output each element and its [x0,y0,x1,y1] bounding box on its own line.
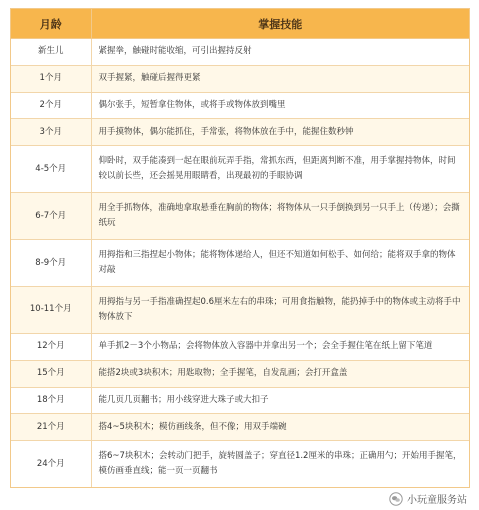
age-cell: 2个月 [11,92,91,119]
watermark-text: 小玩童服务站 [407,495,467,506]
age-cell: 10-11个月 [11,287,91,334]
skill-column-header: 掌握技能 [91,9,469,39]
table-row [11,65,469,92]
skill-cell: 用手摸物体，偶尔能抓住，手常张，将物体放在手中，能握住数秒钟 [91,119,469,146]
age-cell: 24个月 [11,441,91,487]
skill-cell: 紧握拳，触碰时能收缩，可引出握持反射 [91,39,469,66]
skill-cell: 双手握紧，触碰后握得更紧 [91,65,469,92]
skill-cell: 能几页几页翻书；用小线穿进大珠子或大扣子 [91,387,469,414]
table-row [11,414,469,441]
age-cell: 12个月 [11,333,91,360]
wechat-icon [389,492,403,506]
table-header-row [11,9,469,39]
table-row [11,240,469,287]
watermark [389,491,467,506]
age-cell: 1个月 [11,65,91,92]
age-cell: 18个月 [11,387,91,414]
age-column-header: 月龄 [11,9,91,39]
age-cell: 15个月 [11,360,91,387]
skill-cell: 仰卧时，双手能凑到一起在眼前玩弄手指，常抓东西，但距离判断不准，用手掌握持物体，时间较以前长些，还会摇晃用眼睛看，出现最初的手眼协调 [91,146,469,193]
table-row [11,119,469,146]
table-row [11,146,469,193]
skill-cell: 用拇指与另一手指准确捏起0.6厘米左右的串珠；可用食指触物，能扔掉手中的物体或主动将手中物体放下 [91,287,469,334]
table-row [11,287,469,334]
table-row [11,441,469,487]
skills-table-container [10,8,470,488]
table-row [11,360,469,387]
skill-cell: 用全手抓物体，准确地拿取悬垂在胸前的物体；将物体从一只手倒换到另一只手上（传递）；会撕纸玩 [91,193,469,240]
age-cell: 8-9个月 [11,240,91,287]
table-row [11,387,469,414]
table-row [11,39,469,66]
skill-cell: 搭6~7块积木；会转动门把手，旋转圆盖子；穿直径1.2厘米的串珠；正确用勺；开始用手握笔，模仿画垂直线；能一页一页翻书 [91,441,469,487]
table-row [11,333,469,360]
skill-cell: 用拇指和三指捏起小物体；能将物体递给人，但还不知道如何松手、如何给；能将双手拿的物体对敲 [91,240,469,287]
age-cell: 4-5个月 [11,146,91,193]
skill-cell: 搭4~5块积木；模仿画线条，但不像；用双手端碗 [91,414,469,441]
age-cell: 新生儿 [11,39,91,66]
skill-cell: 能搭2块或3块积木；用匙取物；全手握笔，自发乱画；会打开盒盖 [91,360,469,387]
skill-cell: 单手抓2－3个小物品；会将物体放入容器中并拿出另一个；会全手握住笔在纸上留下笔道 [91,333,469,360]
age-cell: 21个月 [11,414,91,441]
age-cell: 3个月 [11,119,91,146]
skill-cell: 偶尔张手，短暂拿住物体，或将手或物体放到嘴里 [91,92,469,119]
table-row [11,193,469,240]
age-cell: 6-7个月 [11,193,91,240]
table-row [11,92,469,119]
skills-table [11,9,469,487]
